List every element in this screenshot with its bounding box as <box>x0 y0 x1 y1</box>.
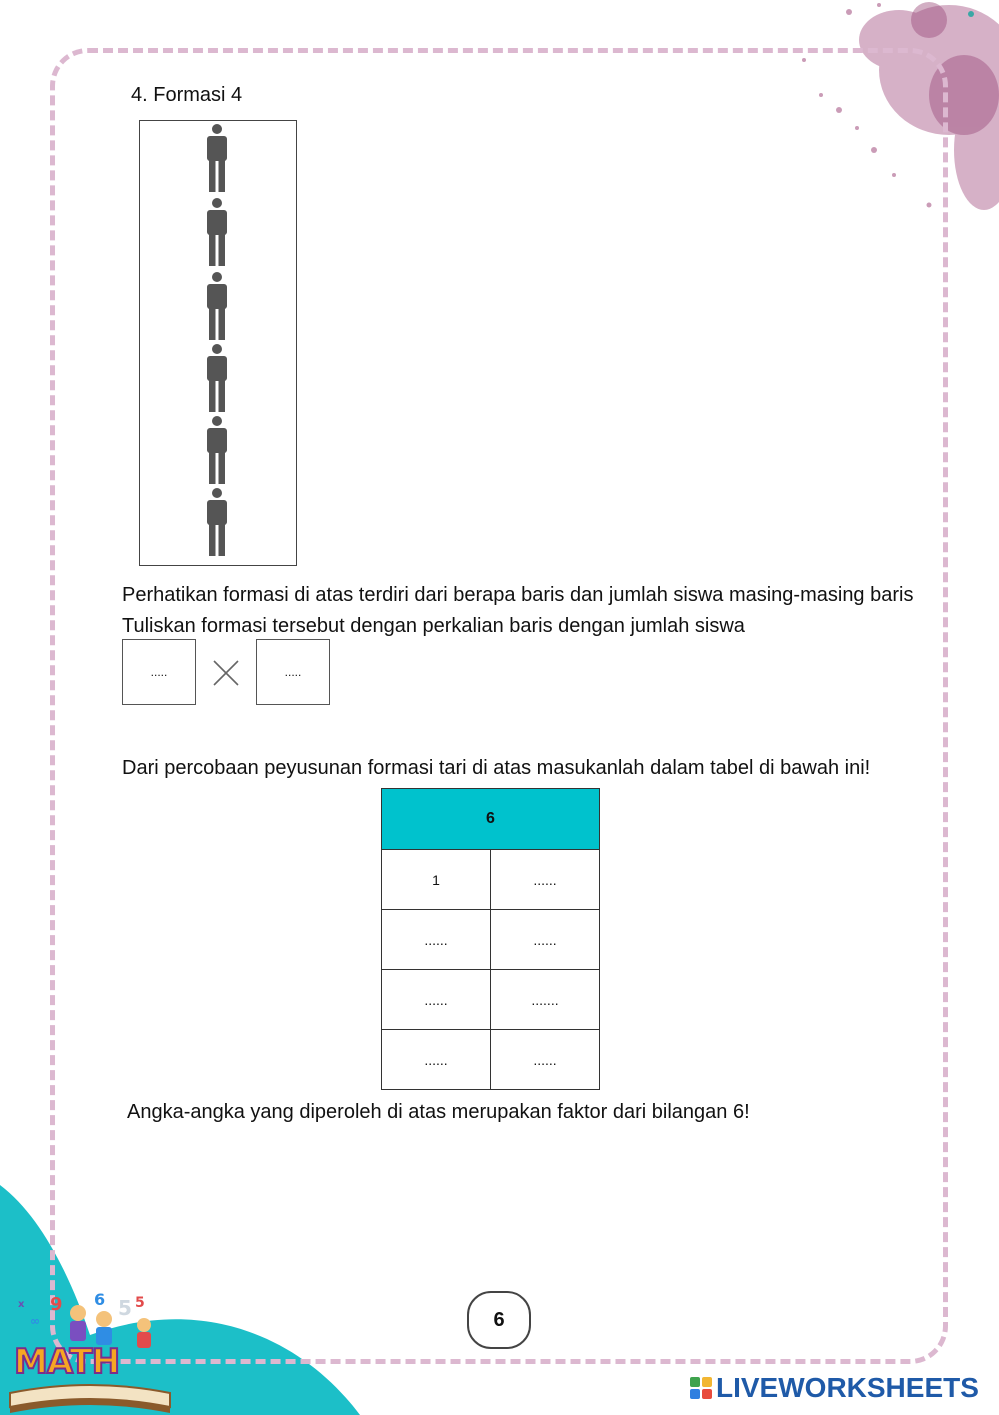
section-heading: 4. Formasi 4 <box>131 84 243 106</box>
table-cell-input[interactable]: ...... <box>491 850 600 910</box>
person-icon <box>202 271 232 341</box>
table-row <box>382 850 600 910</box>
table-row <box>382 910 600 970</box>
answer-box-rows[interactable]: ..... <box>122 639 196 705</box>
table-cell-input[interactable]: ...... <box>382 910 491 970</box>
table-cell-input[interactable]: ...... <box>491 1030 600 1090</box>
person-icon <box>202 487 232 557</box>
table-cell-input[interactable]: ...... <box>382 1030 491 1090</box>
conclusion-text: Angka-angka yang diperoleh di atas merupakan faktor dari bilangan 6! <box>127 1101 750 1123</box>
person-icon <box>202 415 232 485</box>
svg-text:9: 9 <box>50 1294 63 1315</box>
instruction-multiplication: Tuliskan formasi tersebut dengan perkalian baris dengan jumlah siswa <box>122 615 745 637</box>
svg-text:x: x <box>18 1299 25 1310</box>
person-icon <box>202 123 232 193</box>
liveworksheets-wordmark: LIVEWORKSHEETS <box>716 1372 979 1403</box>
liveworksheets-grid-icon <box>690 1377 712 1399</box>
person-icon <box>202 343 232 413</box>
svg-text:5: 5 <box>118 1296 132 1320</box>
table-cell-input[interactable]: ...... <box>382 970 491 1030</box>
multiply-icon <box>212 659 240 687</box>
svg-text:∞: ∞ <box>30 1314 40 1328</box>
table-cell-input[interactable]: ....... <box>491 970 600 1030</box>
svg-text:6: 6 <box>94 1290 106 1309</box>
svg-text:MATH: MATH <box>14 1342 120 1382</box>
svg-text:5: 5 <box>135 1295 145 1311</box>
table-cell: 1 <box>382 850 491 910</box>
formation-figure <box>139 120 297 566</box>
answer-box-students[interactable]: ..... <box>256 639 330 705</box>
instruction-table: Dari percobaan peyusunan formasi tari di atas masukanlah dalam tabel di bawah ini! <box>122 757 871 779</box>
factor-table <box>381 788 600 1090</box>
liveworksheets-logo <box>690 1372 979 1404</box>
page-number: 6 <box>467 1291 531 1349</box>
instruction-formation: Perhatikan formasi di atas terdiri dari berapa baris dan jumlah siswa masing-masing baris <box>122 584 914 606</box>
table-cell-input[interactable]: ...... <box>491 910 600 970</box>
table-row <box>382 1030 600 1090</box>
person-icon <box>202 197 232 267</box>
table-header: 6 <box>382 789 600 850</box>
math-logo <box>0 1285 175 1415</box>
table-row <box>382 970 600 1030</box>
